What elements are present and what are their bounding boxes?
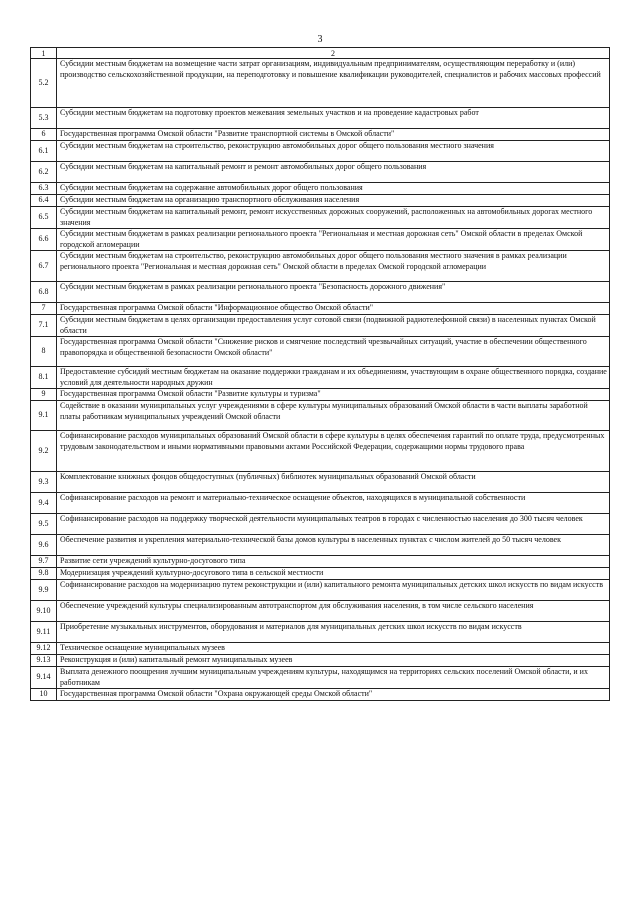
row-text: Субсидии местным бюджетам на организацию транспортного обслуживания населения (57, 195, 610, 207)
table-row (31, 195, 610, 207)
row-text: Государственная программа Омской области "Информационное общество Омской области" (57, 303, 610, 315)
row-text: Субсидии местным бюджетам на строительство, реконструкцию автомобильных дорог общего пользования местного значения (57, 141, 610, 162)
row-text: Обеспечение учреждений культуры специализированным автотранспортом для обслуживания населения, в том числе сельского населения (57, 601, 610, 622)
header-col-1: 1 (31, 48, 57, 59)
row-text: Развитие сети учреждений культурно-досугового типа (57, 556, 610, 568)
table-row (31, 568, 610, 580)
table-row (31, 229, 610, 251)
row-number: 5.2 (31, 59, 57, 108)
table-row (31, 315, 610, 337)
table-row (31, 207, 610, 229)
row-text: Государственная программа Омской области "Охрана окружающей среды Омской области" (57, 689, 610, 701)
table-row (31, 622, 610, 643)
row-text: Предоставление субсидий местным бюджетам на оказание поддержки гражданам и их объединениям, участвующим в охране общественного порядка, создание условий для деятельности народных дружин (57, 367, 610, 389)
row-number: 7 (31, 303, 57, 315)
table-row (31, 601, 610, 622)
row-text: Субсидии местным бюджетам на содержание автомобильных дорог общего пользования (57, 183, 610, 195)
row-text: Выплата денежного поощрения лучшим муниципальным учреждениям культуры, находящимся на территориях сельских поселений Омской области, и их работникам (57, 667, 610, 689)
table-row (31, 431, 610, 472)
row-text: Софинансирование расходов на ремонт и материально-техническое оснащение объектов, находящихся в муниципальной собственности (57, 493, 610, 514)
row-text: Комплектование книжных фондов общедоступных (публичных) библиотек муниципальных образований Омской области (57, 472, 610, 493)
subsidy-table (30, 47, 610, 701)
table-row (31, 556, 610, 568)
row-number: 9.11 (31, 622, 57, 643)
row-text: Содействие в оказании муниципальных услуг учреждениями в сфере культуры муниципальных образований Омской области в части выплаты заработной платы работникам муниципальных учреждений Омской области (57, 401, 610, 431)
table-row (31, 401, 610, 431)
table-row (31, 303, 610, 315)
row-number: 10 (31, 689, 57, 701)
page-number: 3 (317, 34, 323, 45)
row-text: Софинансирование расходов на модернизацию путем реконструкции и (или) капитального ремонта муниципальных детских школ искусств по видам искусств (57, 580, 610, 601)
row-text: Субсидии местным бюджетам на строительство, реконструкцию автомобильных дорог общего пользования местного значения в рамках реализации регионального проекта "Региональная и местная дорожная сеть" Омской области в пределах Омской городской агломерации (57, 251, 610, 282)
table-row (31, 183, 610, 195)
table-row (31, 251, 610, 282)
row-number: 6.1 (31, 141, 57, 162)
row-number: 6.6 (31, 229, 57, 251)
row-number: 6.2 (31, 162, 57, 183)
row-number: 9 (31, 389, 57, 401)
row-number: 6.8 (31, 282, 57, 303)
row-text: Государственная программа Омской области "Развитие культуры и туризма" (57, 389, 610, 401)
row-number: 8 (31, 337, 57, 367)
table-row (31, 337, 610, 367)
row-text: Субсидии местным бюджетам на капитальный ремонт и ремонт автомобильных дорог общего пользования (57, 162, 610, 183)
row-text: Техническое оснащение муниципальных музеев (57, 643, 610, 655)
row-number: 9.14 (31, 667, 57, 689)
row-number: 9.5 (31, 514, 57, 535)
row-number: 9.8 (31, 568, 57, 580)
row-text: Субсидии местным бюджетам в рамках реализации регионального проекта "Региональная и местная дорожная сеть" Омской области в пределах Омской городской агломерации (57, 229, 610, 251)
row-number: 9.12 (31, 643, 57, 655)
row-number: 6 (31, 129, 57, 141)
row-number: 9.10 (31, 601, 57, 622)
row-number: 6.3 (31, 183, 57, 195)
row-number: 9.1 (31, 401, 57, 431)
table-header-row (31, 48, 610, 59)
row-number: 6.7 (31, 251, 57, 282)
row-text: Субсидии местным бюджетам на подготовку проектов межевания земельных участков и на проведение кадастровых работ (57, 108, 610, 129)
table-row (31, 535, 610, 556)
row-text: Субсидии местным бюджетам на капитальный ремонт, ремонт искусственных дорожных сооружений, расположенных на автомобильных дорогах местного значения (57, 207, 610, 229)
table-row (31, 472, 610, 493)
table-row (31, 108, 610, 129)
row-text: Софинансирование расходов муниципальных образований Омской области в сфере культуры в целях обеспечения гарантий по оплате труда, предусмотренных трудовым законодательством и иными нормативными правовыми актами Российской Федерации, содержащими нормы трудового права (57, 431, 610, 472)
table-row (31, 389, 610, 401)
table-row (31, 129, 610, 141)
table-row (31, 514, 610, 535)
row-text: Субсидии местным бюджетам на возмещение части затрат организациям, индивидуальным предпринимателям, осуществляющим переработку и (или) производство сельскохозяйственной продукции, на переподготовку и повышение квалификации руководителей, специалистов и рабочих массовых профессий (57, 59, 610, 108)
table-row (31, 59, 610, 108)
row-number: 9.13 (31, 655, 57, 667)
table-row (31, 655, 610, 667)
table-row (31, 643, 610, 655)
table-row (31, 367, 610, 389)
row-number: 9.4 (31, 493, 57, 514)
row-text: Субсидии местным бюджетам в рамках реализации регионального проекта "Безопасность дорожного движения" (57, 282, 610, 303)
table-row (31, 667, 610, 689)
table-row (31, 282, 610, 303)
row-text: Софинансирование расходов на поддержку творческой деятельности муниципальных театров в городах с численностью населения до 300 тысяч человек (57, 514, 610, 535)
row-number: 6.5 (31, 207, 57, 229)
row-text: Государственная программа Омской области "Снижение рисков и смягчение последствий чрезвычайных ситуаций, участие в обеспечении общественного правопорядка и общественной безопасности Омской области" (57, 337, 610, 367)
row-number: 9.6 (31, 535, 57, 556)
row-number: 9.7 (31, 556, 57, 568)
row-number: 9.9 (31, 580, 57, 601)
table-row (31, 493, 610, 514)
row-text: Модернизация учреждений культурно-досугового типа в сельской местности (57, 568, 610, 580)
row-text: Реконструкция и (или) капитальный ремонт муниципальных музеев (57, 655, 610, 667)
row-number: 9.2 (31, 431, 57, 472)
row-text: Государственная программа Омской области "Развитие транспортной системы в Омской области" (57, 129, 610, 141)
row-number: 7.1 (31, 315, 57, 337)
row-number: 8.1 (31, 367, 57, 389)
row-text: Обеспечение развития и укрепления материально-технической базы домов культуры в населенных пунктах с числом жителей до 50 тысяч человек (57, 535, 610, 556)
table-row (31, 162, 610, 183)
table-row (31, 580, 610, 601)
header-col-2: 2 (57, 48, 610, 59)
table-row (31, 141, 610, 162)
row-text: Приобретение музыкальных инструментов, оборудования и материалов для муниципальных детских школ искусств по видам искусств (57, 622, 610, 643)
row-number: 9.3 (31, 472, 57, 493)
row-number: 5.3 (31, 108, 57, 129)
row-text: Субсидии местным бюджетам в целях организации предоставления услуг сотовой связи (подвижной радиотелефонной связи) в населенных пунктах Омской области (57, 315, 610, 337)
table-row (31, 689, 610, 701)
row-number: 6.4 (31, 195, 57, 207)
